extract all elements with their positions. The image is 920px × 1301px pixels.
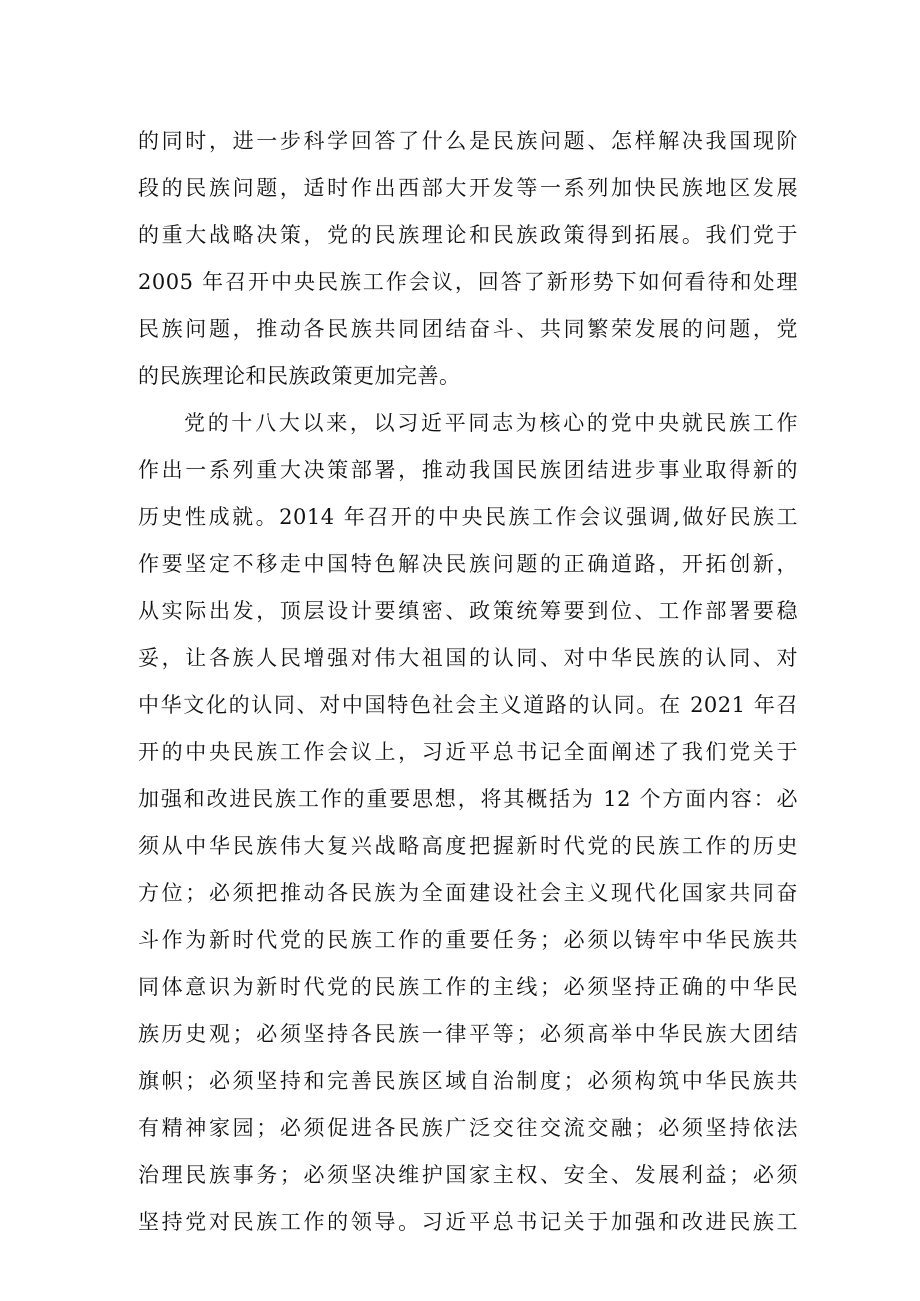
text-line: 作要坚定不移走中国特色解决民族问题的正确道路，开拓创新， — [138, 552, 798, 576]
text-line: 从实际出发，顶层设计要缜密、政策统筹要到位、工作部署要稳 — [138, 599, 798, 623]
text-line: 须从中华民族伟大复兴战略高度把握新时代党的民族工作的历史 — [138, 834, 798, 858]
text-line: 的重大战略决策，党的民族理论和民族政策得到拓展。我们党于 — [138, 223, 798, 247]
text-line: 治理民族事务；必须坚决维护国家主权、安全、发展利益；必须 — [138, 1163, 798, 1187]
text-line: 旗帜；必须坚持和完善民族区域自治制度；必须构筑中华民族共 — [138, 1069, 798, 1093]
text-line: 历史性成就。2014 年召开的中央民族工作会议强调,做好民族工 — [138, 505, 798, 529]
text-line: 坚持党对民族工作的领导。习近平总书记关于加强和改进民族工 — [138, 1210, 798, 1234]
text-line: 中华文化的认同、对中国特色社会主义道路的认同。在 2021 年召 — [138, 693, 798, 717]
text-line: 民族问题，推动各民族共同团结奋斗、共同繁荣发展的问题，党 — [138, 317, 798, 341]
text-line: 2005 年召开中央民族工作会议，回答了新形势下如何看待和处理 — [138, 270, 798, 294]
text-line: 开的中央民族工作会议上，习近平总书记全面阐述了我们党关于 — [138, 740, 798, 764]
text-line: 有精神家园；必须促进各民族广泛交往交流交融；必须坚持依法 — [138, 1116, 798, 1140]
text-line: 党的十八大以来，以习近平同志为核心的党中央就民族工作 — [184, 411, 798, 435]
text-line: 作出一系列重大决策部署，推动我国民族团结进步事业取得新的 — [138, 458, 798, 482]
text-line: 族历史观；必须坚持各民族一律平等；必须高举中华民族大团结 — [138, 1022, 798, 1046]
document-body — [138, 118, 798, 1246]
text-line: 加强和改进民族工作的重要思想，将其概括为 12 个方面内容：必 — [138, 787, 798, 811]
paragraph-2 — [138, 400, 798, 1246]
text-line: 妥，让各族人民增强对伟大祖国的认同、对中华民族的认同、对 — [138, 646, 798, 670]
text-line: 方位；必须把推动各民族为全面建设社会主义现代化国家共同奋 — [138, 881, 798, 905]
text-line: 的民族理论和民族政策更加完善。 — [138, 364, 461, 388]
text-line: 段的民族问题，适时作出西部大开发等一系列加快民族地区发展 — [138, 176, 798, 200]
text-line: 同体意识为新时代党的民族工作的主线；必须坚持正确的中华民 — [138, 975, 798, 999]
paragraph-1 — [138, 118, 798, 400]
text-line: 斗作为新时代党的民族工作的重要任务；必须以铸牢中华民族共 — [138, 928, 798, 952]
text-line: 的同时，进一步科学回答了什么是民族问题、怎样解决我国现阶 — [138, 129, 798, 153]
